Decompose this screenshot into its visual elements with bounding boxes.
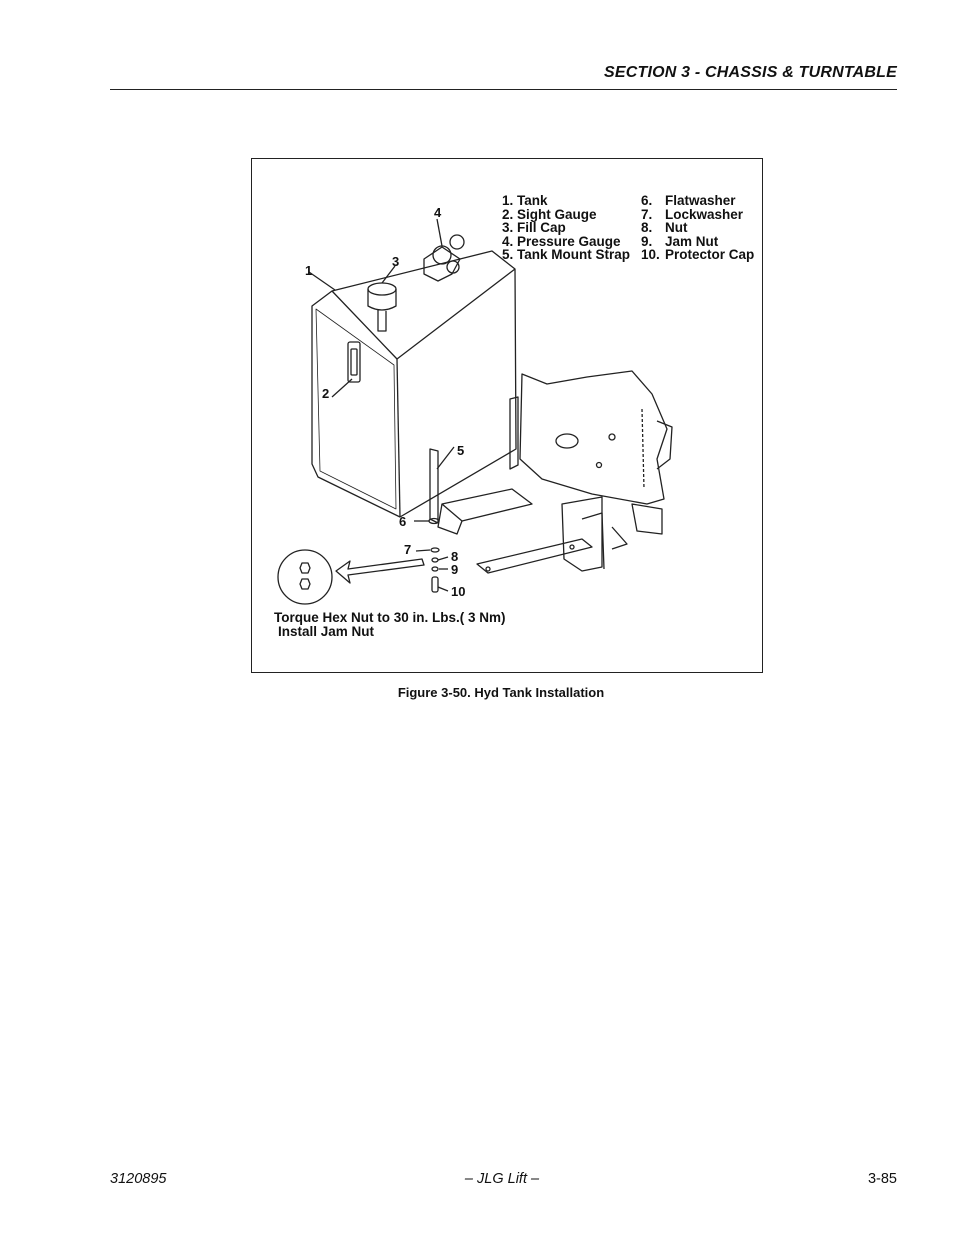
legend-item	[641, 235, 754, 249]
nut-drawing	[432, 558, 438, 562]
sight-gauge-drawing	[348, 342, 360, 382]
callout-1: 1	[305, 263, 313, 278]
callout-10: 10	[451, 584, 466, 599]
footer-doc-number: 3120895	[110, 1171, 167, 1187]
legend-item: 5. Tank Mount Strap	[502, 247, 631, 263]
callout-9: 9	[451, 562, 459, 577]
lower-bracket	[442, 489, 532, 521]
legend-item: 3. Fill Cap	[502, 220, 566, 236]
callout-7: 7	[404, 542, 412, 557]
legend-number: 7.	[641, 206, 653, 222]
legend-right-column	[641, 194, 754, 262]
figure-caption: Figure 3-50. Hyd Tank Installation	[397, 685, 605, 700]
callout-3: 3	[392, 254, 400, 269]
header-divider	[110, 89, 897, 90]
torque-note	[274, 611, 506, 639]
torque-note-line-1: Torque Hex Nut to 30 in. Lbs.( 3 Nm)	[274, 610, 506, 625]
legend-item	[641, 208, 754, 222]
mount-strap-right	[510, 397, 518, 469]
legend-item	[641, 221, 754, 235]
footer-page-number: 3-85	[867, 1171, 897, 1187]
legend-left-column	[502, 194, 630, 262]
legend-label: Jam Nut	[665, 233, 719, 249]
legend-item	[641, 194, 754, 208]
legend-item: 1. Tank	[502, 193, 548, 208]
legend-number: 9.	[641, 233, 653, 249]
cross-member	[477, 539, 592, 573]
torque-note-line-2: Install Jam Nut	[278, 624, 375, 639]
legend-item	[641, 248, 754, 262]
figure-hyd-tank	[251, 158, 763, 673]
callout-2: 2	[322, 386, 330, 401]
legend-item: 4. Pressure Gauge	[502, 233, 621, 249]
callout-8: 8	[451, 549, 459, 564]
detail-arrow	[336, 559, 424, 583]
jam-nut-drawing	[432, 567, 438, 571]
tank-front-edge	[397, 359, 400, 517]
lockwasher-drawing	[431, 548, 439, 552]
callout-4: 4	[434, 205, 442, 220]
fill-cap-drawing	[368, 283, 396, 295]
legend-label: Nut	[665, 220, 688, 236]
mount-strap-left	[430, 449, 438, 523]
legend-number: 8.	[641, 220, 653, 236]
legend-number: 10.	[641, 247, 660, 263]
callout-6: 6	[399, 514, 407, 529]
section-title: SECTION 3 - CHASSIS & TURNTABLE	[603, 64, 897, 81]
legend-label: Protector Cap	[665, 247, 755, 263]
legend-label: Flatwasher	[665, 193, 736, 208]
legend-number: 6.	[641, 193, 653, 208]
footer-brand: – JLG Lift –	[464, 1171, 540, 1187]
chassis-plate	[520, 371, 667, 504]
legend-label: Lockwasher	[665, 206, 744, 222]
protector-cap-drawing	[432, 577, 438, 592]
detail-circle	[278, 550, 332, 604]
legend-item: 2. Sight Gauge	[502, 206, 597, 222]
callout-5: 5	[457, 443, 465, 458]
